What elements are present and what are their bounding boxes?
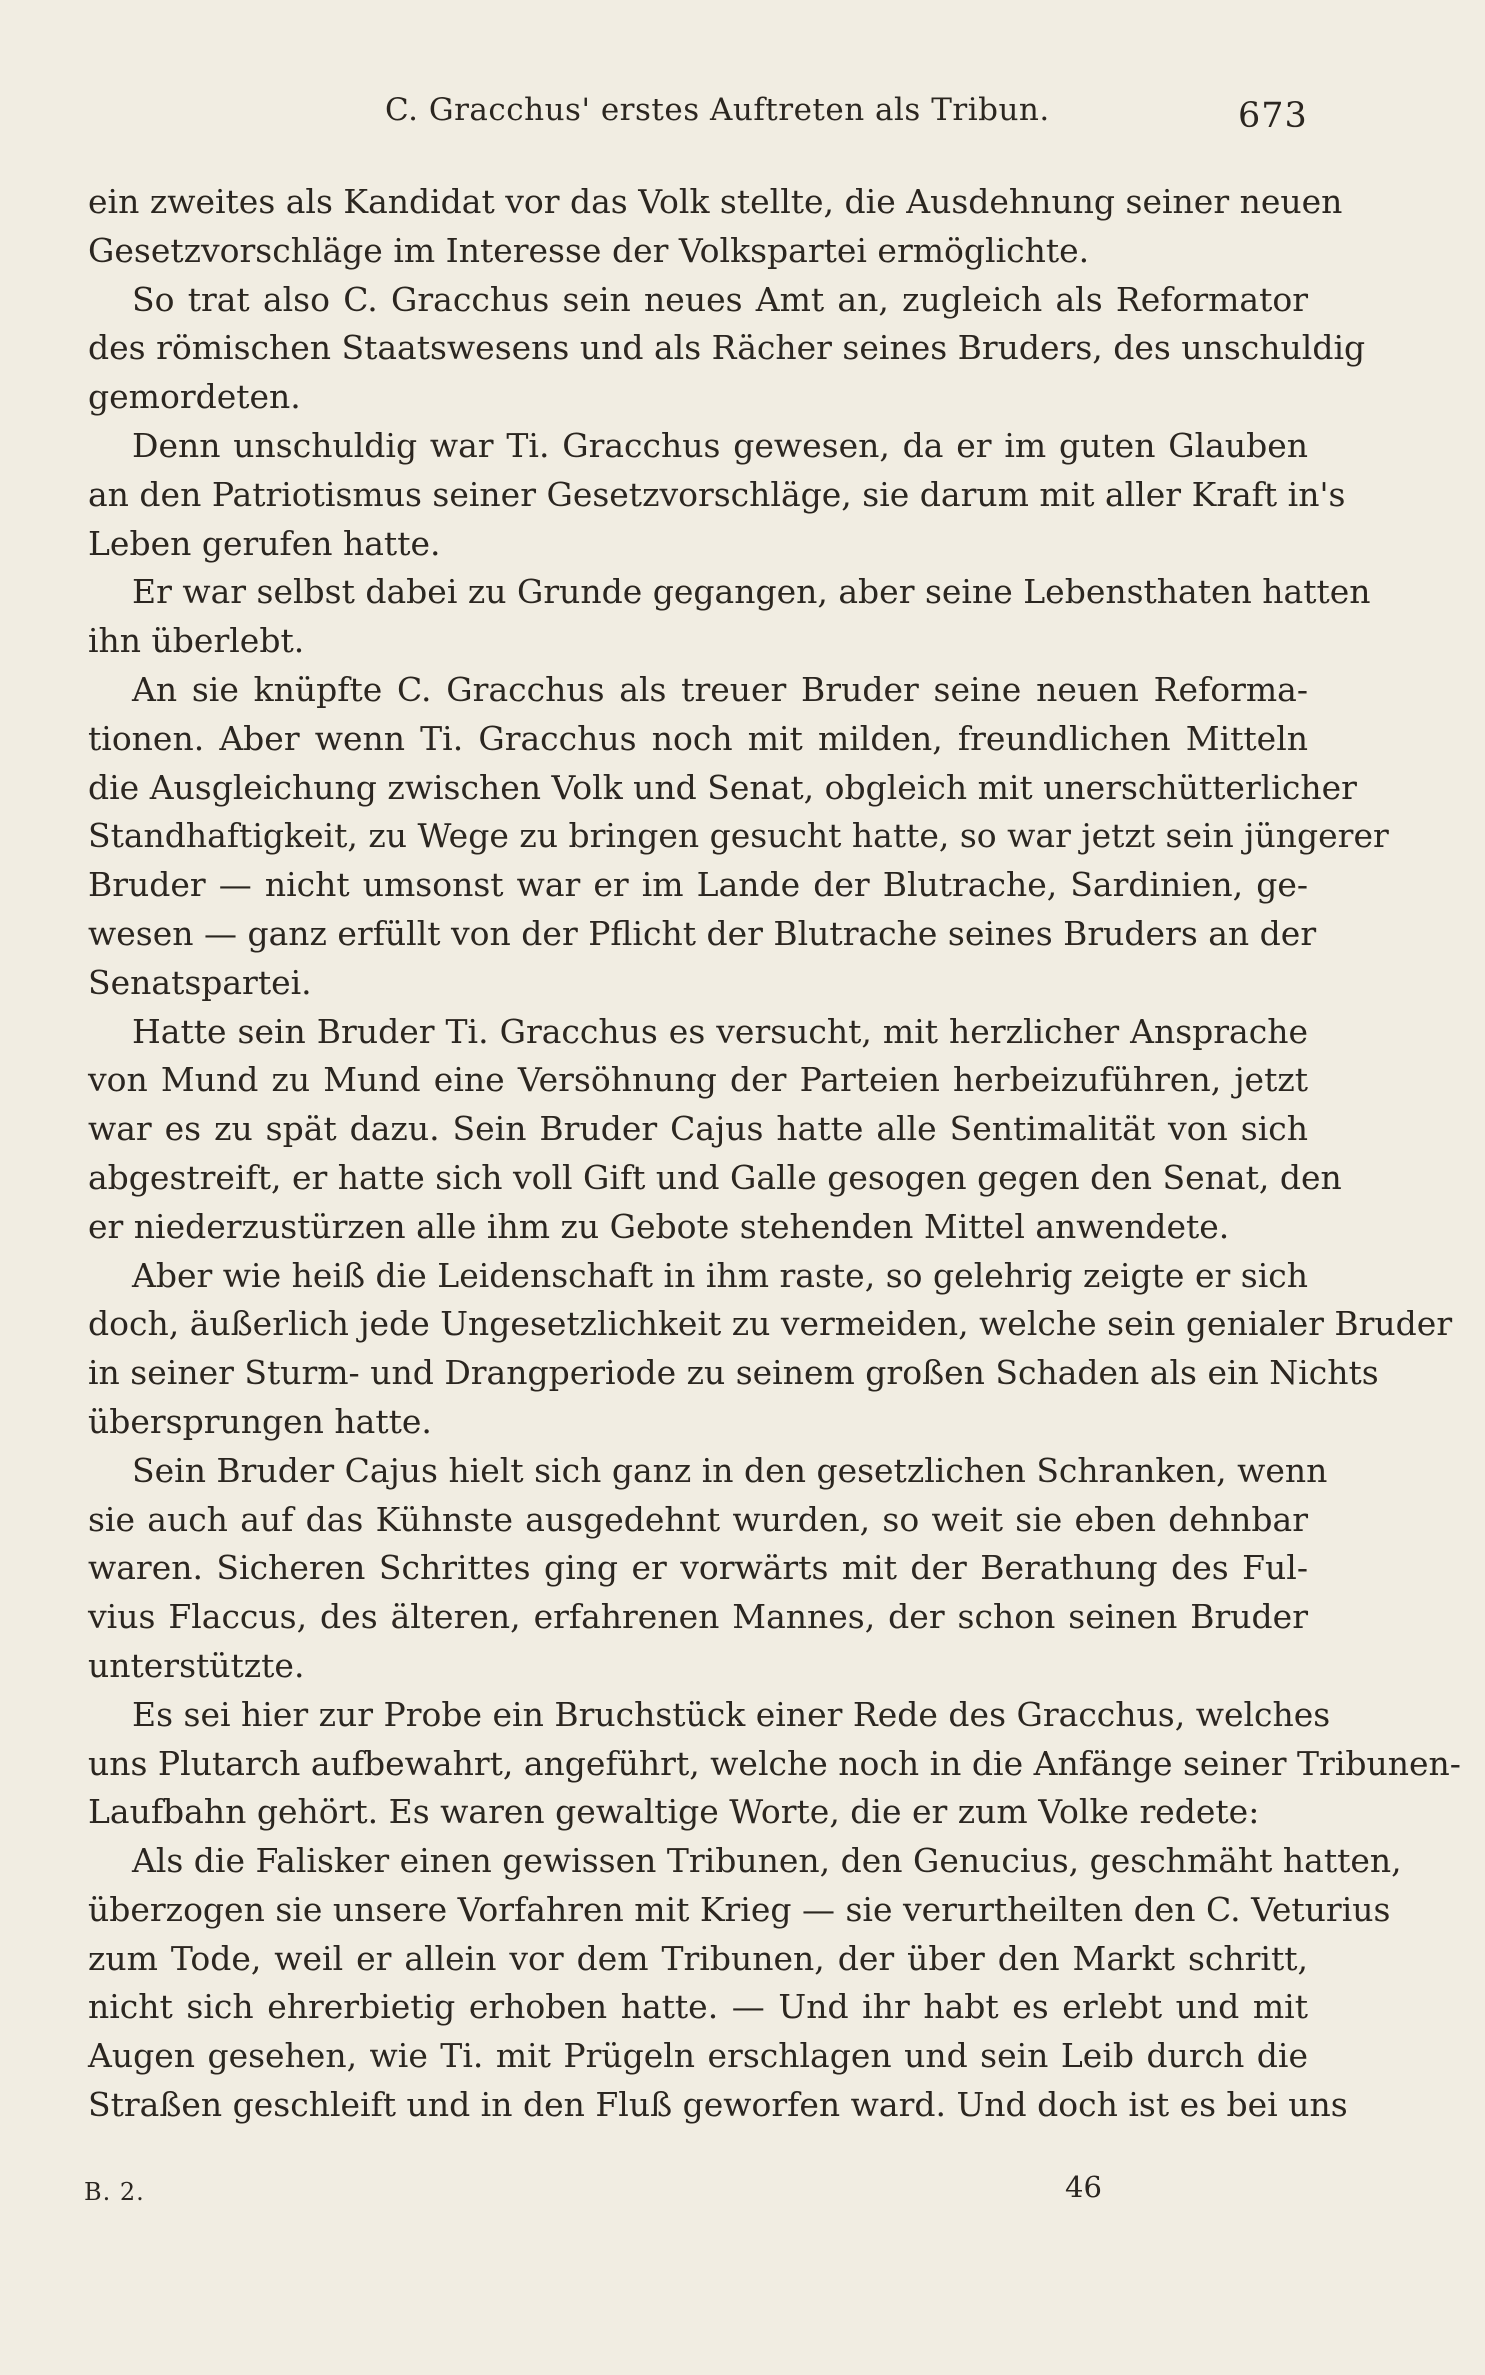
text-line: So trat also C. Gracchus sein neues Amt an, zugleich als Reformator — [132, 279, 1308, 319]
running-title: C. Gracchus' erstes Auftreten als Tribun. — [385, 92, 1050, 128]
text-line: Laufbahn gehört. Es waren gewaltige Worte, die er zum Volke redete: — [88, 1792, 1260, 1832]
text-line: Denn unschuldig war Ti. Gracchus gewesen, da er im guten Glauben — [132, 425, 1308, 465]
text-line: Leben gerufen hatte. — [88, 523, 441, 563]
text-line: Als die Falisker einen gewissen Tribunen, den Genucius, geschmäht hatten, — [132, 1841, 1402, 1881]
running-head — [0, 92, 1485, 142]
sheet-number: 46 — [1065, 2170, 1102, 2204]
text-line: Straßen geschleift und in den Fluß geworfen ward. Und doch ist es bei uns — [88, 2085, 1348, 2125]
text-line: in seiner Sturm- und Drangperiode zu seinem großen Schaden als ein Nichts — [88, 1353, 1379, 1393]
text-line: uns Plutarch aufbewahrt, angeführt, welche noch in die Anfänge seiner Tribunen- — [88, 1743, 1461, 1783]
text-line: des römischen Staatswesens und als Rächer seines Bruders, des unschuldig — [88, 328, 1366, 368]
text-line: die Ausgleichung zwischen Volk und Senat, obgleich mit unerschütterlicher — [88, 767, 1357, 807]
text-line: Bruder — nicht umsonst war er im Lande der Blutrache, Sardinien, ge- — [88, 865, 1308, 905]
text-line: abgestreift, er hatte sich voll Gift und Galle gesogen gegen den Senat, den — [88, 1157, 1342, 1197]
text-line: gemordeten. — [88, 377, 301, 417]
text-line: ihn überlebt. — [88, 621, 305, 661]
text-line: unterstützte. — [88, 1645, 305, 1685]
text-line: Senatspartei. — [88, 962, 312, 1002]
text-line: überzogen sie unsere Vorfahren mit Krieg — sie verurtheilten den C. Veturius — [88, 1889, 1391, 1929]
text-line: ein zweites als Kandidat vor das Volk stellte, die Ausdehnung seiner neuen — [88, 182, 1343, 221]
text-line: Gesetzvorschläge im Interesse der Volkspartei ermöglichte. — [88, 230, 1090, 270]
text-line: übersprungen hatte. — [88, 1401, 432, 1441]
text-line: Es sei hier zur Probe ein Bruchstück einer Rede des Gracchus, welches — [132, 1694, 1331, 1734]
page-number: 673 — [1238, 96, 1308, 136]
text-line: wesen — ganz erfüllt von der Pflicht der Blutrache seines Bruders an der — [88, 913, 1317, 953]
text-line: vius Flaccus, des älteren, erfahrenen Mannes, der schon seinen Bruder — [88, 1597, 1308, 1637]
text-line: waren. Sicheren Schrittes ging er vorwärts mit der Berathung des Ful- — [88, 1548, 1308, 1588]
text-line: Hatte sein Bruder Ti. Gracchus es versucht, mit herzlicher Ansprache — [132, 1011, 1308, 1051]
text-line: doch, äußerlich jede Ungesetzlichkeit zu vermeiden, welche sein genialer Bruder — [88, 1304, 1453, 1344]
text-line: tionen. Aber wenn Ti. Gracchus noch mit milden, freundlichen Mitteln — [88, 718, 1308, 758]
text-line: Augen gesehen, wie Ti. mit Prügeln erschlagen und sein Leib durch die — [88, 2036, 1308, 2076]
text-line: von Mund zu Mund eine Versöhnung der Parteien herbeizuführen, jetzt — [88, 1060, 1308, 1100]
text-line: an den Patriotismus seiner Gesetzvorschläge, sie darum mit aller Kraft in's — [88, 474, 1346, 514]
text-line: Standhaftigkeit, zu Wege zu bringen gesucht hatte, so war jetzt sein jüngerer — [88, 816, 1389, 856]
text-line: An sie knüpfte C. Gracchus als treuer Bruder seine neuen Reforma- — [132, 669, 1308, 709]
text-line: Sein Bruder Cajus hielt sich ganz in den gesetzlichen Schranken, wenn — [132, 1450, 1328, 1490]
text-line: nicht sich ehrerbietig erhoben hatte. — Und ihr habt es erlebt und mit — [88, 1987, 1308, 2027]
text-line: war es zu spät dazu. Sein Bruder Cajus hatte alle Sentimalität von sich — [88, 1109, 1308, 1149]
text-line: Er war selbst dabei zu Grunde gegangen, aber seine Lebensthaten hatten — [132, 572, 1371, 612]
signature-mark: B. 2. — [84, 2178, 145, 2206]
text-line: er niederzustürzen alle ihm zu Gebote stehenden Mittel anwendete. — [88, 1206, 1230, 1246]
text-line: Aber wie heiß die Leidenschaft in ihm raste, so gelehrig zeigte er sich — [132, 1255, 1308, 1295]
page-footer — [0, 2170, 1485, 2210]
text-line: zum Tode, weil er allein vor dem Tribunen, der über den Markt schritt, — [88, 1938, 1308, 1978]
text-line: sie auch auf das Kühnste ausgedehnt wurden, so weit sie eben dehnbar — [88, 1499, 1308, 1539]
body-text — [88, 178, 1461, 2130]
